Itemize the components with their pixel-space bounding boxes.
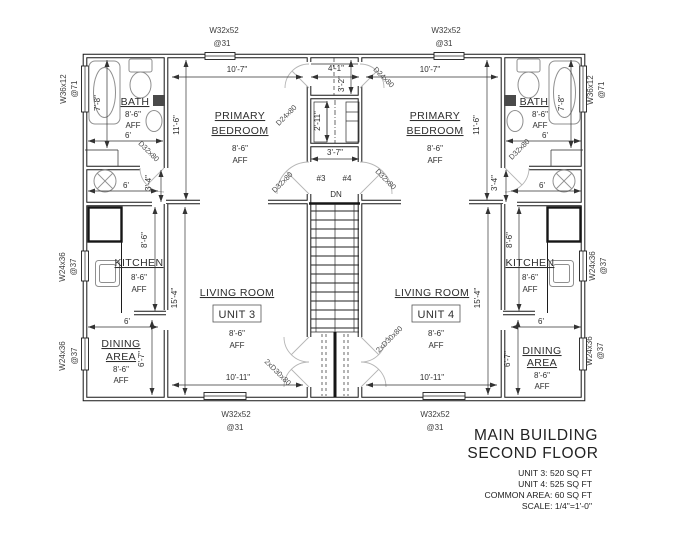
- dining-right-ceiling: 8'-6": [534, 371, 550, 380]
- dim-hall-opening-left: 3'-4": [144, 175, 153, 191]
- title-line2: SECOND FLOOR: [467, 445, 599, 462]
- room-bedroom-left-1: PRIMARY: [214, 110, 266, 122]
- door-d32-bedroom-right: D32x80: [373, 166, 399, 192]
- room-kitchen-left: KITCHEN: [114, 257, 164, 269]
- refrigerator-left: [89, 208, 122, 242]
- title-line1: MAIN BUILDING: [473, 427, 599, 444]
- kitchen-left-aff: AFF: [131, 285, 147, 294]
- dim-bedroom-w-right: 10'-7": [419, 65, 441, 74]
- bedroom-right-ceiling: 8'-6": [427, 144, 443, 153]
- note-common-area: COMMON AREA: 60 SQ FT: [484, 490, 592, 500]
- dim-closet-d: 3'-2": [337, 76, 346, 92]
- dining-right-aff: AFF: [534, 382, 550, 391]
- note-unit4: UNIT 4: 525 SQ FT: [518, 479, 592, 489]
- note-unit3: UNIT 3: 520 SQ FT: [518, 468, 592, 478]
- bedroom-left-ceiling: 8'-6": [232, 144, 248, 153]
- stair-corridor: [311, 332, 359, 397]
- bath-right-width: 6': [542, 131, 548, 140]
- fan-symbol-right: [553, 170, 575, 192]
- dim-dining-d-right: 6'-7": [503, 351, 512, 367]
- toilet-left: [129, 59, 152, 72]
- sink-right: [507, 111, 523, 132]
- refrigerator-right: [548, 208, 581, 242]
- bath-left-ceiling: 8'-6": [125, 110, 141, 119]
- fan-symbol-left: [94, 170, 116, 192]
- bath-left-aff: AFF: [125, 121, 141, 130]
- dim-dining-d-left: 6'-7": [137, 351, 146, 367]
- beam-right-dining-spacing: @37: [596, 342, 605, 360]
- door-d32-bath-left: D32x80: [136, 138, 162, 164]
- dim-living-d-right: 15'-4": [473, 287, 482, 309]
- dim-tub-right: 7'-8": [557, 95, 566, 111]
- beam-left-bath: W36x12: [59, 74, 68, 104]
- closet-door-left: [285, 64, 309, 88]
- bath-left-width: 6': [125, 131, 131, 140]
- beam-bottom-right-spacing: @31: [426, 423, 444, 432]
- beam-bottom-right: W32x52: [420, 410, 450, 419]
- room-dining-right-2: AREA: [526, 357, 558, 369]
- door-d24-right: D24x80: [371, 64, 397, 90]
- room-living-left: LIVING ROOM: [199, 287, 275, 299]
- door-d24-left: D24x80: [273, 102, 299, 128]
- dim-landing-w: 3'-7": [327, 148, 343, 157]
- room-living-right: LIVING ROOM: [394, 287, 470, 299]
- living-left-ceiling: 8'-6": [229, 329, 245, 338]
- stair-door4-label: #4: [342, 174, 352, 183]
- beam-top-right: W32x52: [431, 26, 461, 35]
- bedroom-right-aff: AFF: [427, 156, 443, 165]
- room-bedroom-left-2: BEDROOM: [211, 125, 269, 137]
- dim-tub-left: 7'-8": [93, 95, 102, 111]
- beam-bottom-left-spacing: @31: [226, 423, 244, 432]
- dim-closet-w: 4'-1": [328, 64, 344, 73]
- bath-door-right: [505, 168, 529, 192]
- dim-kitchen-d-left: 8'-6": [140, 232, 149, 248]
- dim-kitchen-w-left: 6': [124, 317, 130, 326]
- dim-hall-w-left: 6': [123, 181, 129, 190]
- room-bath-left: BATH: [120, 96, 150, 108]
- room-dining-right-1: DINING: [522, 345, 562, 357]
- beam-right-dining: W24x36: [585, 336, 594, 366]
- living-left-aff: AFF: [229, 341, 245, 350]
- dim-living-w-right: 10'-11": [419, 373, 445, 382]
- room-bath-right: BATH: [519, 96, 549, 108]
- dim-living-w-left: 10'-11": [225, 373, 251, 382]
- beam-top-right-spacing: @31: [435, 39, 453, 48]
- note-scale: SCALE: 1/4"=1'-0": [521, 501, 592, 511]
- beam-top-left: W32x52: [209, 26, 239, 35]
- room-dining-left-1: DINING: [101, 338, 141, 350]
- beam-left-bath-spacing: @71: [70, 80, 79, 98]
- kitchen-right-aff: AFF: [522, 285, 538, 294]
- door-d32-bedroom-left: D32x80: [269, 169, 295, 195]
- dim-living-d-left: 15'-4": [170, 287, 179, 309]
- beam-right-kitchen: W24x36: [588, 251, 597, 281]
- unit4-label: UNIT 4: [417, 309, 455, 321]
- dim-bedroom-d-left: 11'-6": [172, 115, 181, 135]
- room-dining-left-2: AREA: [105, 351, 137, 363]
- dim-kitchen-w-right: 6': [538, 317, 544, 326]
- room-bedroom-right-1: PRIMARY: [409, 110, 461, 122]
- bath-right-aff: AFF: [532, 121, 548, 130]
- kitchen-right-ceiling: 8'-6": [522, 273, 538, 282]
- beam-top-left-spacing: @31: [213, 39, 231, 48]
- bath-right-ceiling: 8'-6": [532, 110, 548, 119]
- living-right-aff: AFF: [428, 341, 444, 350]
- toilet-right: [517, 59, 540, 72]
- shower-niche-left: [153, 95, 165, 106]
- living-right-ceiling: 8'-6": [428, 329, 444, 338]
- dim-bedroom-d-right: 11'-6": [472, 115, 481, 135]
- door-d30-left: 2xD30x80: [262, 357, 293, 388]
- beam-left-dining: W24x36: [58, 341, 67, 371]
- beam-right-bath-spacing: @71: [597, 81, 606, 99]
- stair-core: [309, 58, 360, 397]
- kitchen-left-ceiling: 8'-6": [131, 273, 147, 282]
- unit3-label: UNIT 3: [218, 309, 256, 321]
- door-d30-right: 2xD30x80: [374, 324, 405, 355]
- dining-left-ceiling: 8'-6": [113, 365, 129, 374]
- sink-left: [146, 111, 162, 132]
- beam-left-dining-spacing: @37: [70, 347, 79, 365]
- shower-niche-right: [504, 95, 516, 106]
- door-d32-bath-right: D32x80: [506, 136, 532, 162]
- beam-bottom-left: W32x52: [221, 410, 251, 419]
- beam-left-kitchen: W24x36: [58, 252, 67, 282]
- stair-door3-label: #3: [316, 174, 326, 183]
- bedroom-left-aff: AFF: [232, 156, 248, 165]
- stair-down-label: DN: [330, 190, 342, 199]
- beam-left-kitchen-spacing: @37: [69, 258, 78, 276]
- dim-hall-w-right: 6': [539, 181, 545, 190]
- beam-right-kitchen-spacing: @37: [599, 257, 608, 275]
- dim-bedroom-w-left: 10'-7": [226, 65, 248, 74]
- dim-vestibule-d: 2'-11": [313, 111, 322, 131]
- beam-right-bath: W36x12: [586, 75, 595, 105]
- dim-kitchen-d-right: 8'-6": [505, 232, 514, 248]
- room-bedroom-right-2: BEDROOM: [406, 125, 464, 137]
- dim-hall-opening-right: 3'-4": [490, 175, 499, 191]
- dining-left-aff: AFF: [113, 376, 129, 385]
- room-kitchen-right: KITCHEN: [505, 257, 555, 269]
